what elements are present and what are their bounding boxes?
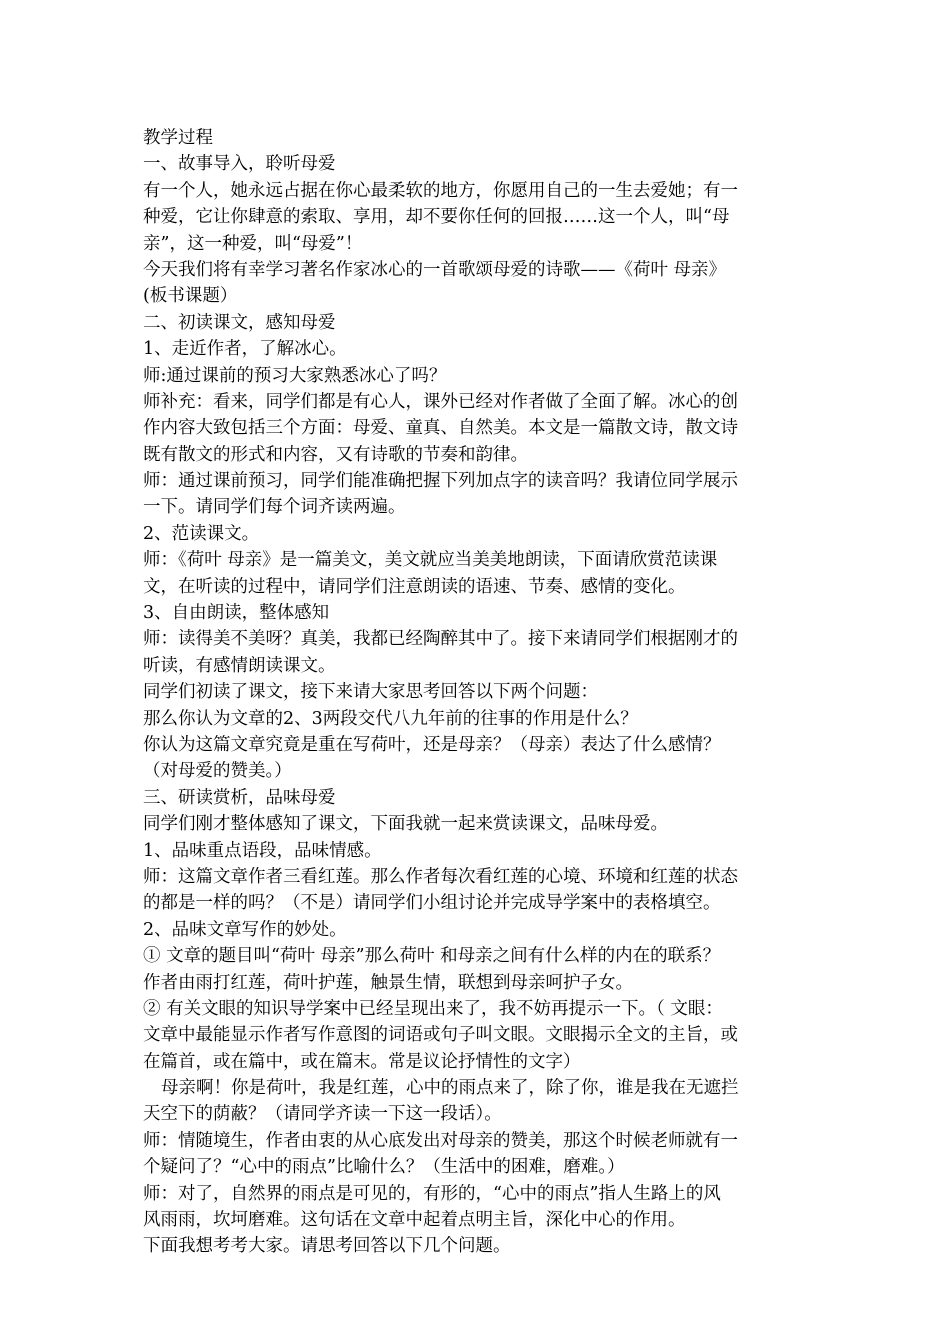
paragraph-line: 师：通过课前预习，同学们能准确把握下列加点字的读音吗？我请位同学展示 — [143, 471, 738, 492]
paragraph-line: 文，在听读的过程中，请同学们注意朗读的语速、节奏、感情的变化。 — [143, 576, 686, 597]
paragraph-line: (板书课题） — [143, 286, 238, 307]
subsection-heading: 2、品味文章写作的妙处。 — [143, 919, 347, 940]
section-heading: 二、初读课文，感知母爱 — [143, 312, 336, 333]
question-line: 你认为这篇文章究竟是重在写荷叶，还是母亲？（母亲）表达了什么感情？ — [143, 734, 721, 755]
section-heading: 一、故事导入，聆听母爱 — [143, 154, 336, 175]
paragraph-line: 听读，有感情朗读课文。 — [143, 655, 336, 676]
paragraph-line: 亲”，这一种爱，叫“母爱”！ — [143, 233, 363, 254]
paragraph-line: 师补充：看来，同学们都是有心人，课外已经对作者做了全面了解。冰心的创 — [143, 391, 738, 412]
question-line: 那么你认为文章的2、3两段交代八九年前的往事的作用是什么？ — [143, 708, 638, 729]
paragraph-line: 个疑问了？“心中的雨点”比喻什么？（生活中的困难，磨难。） — [143, 1157, 625, 1178]
subsection-heading: 1、走近作者，了解冰心。 — [143, 339, 347, 360]
paragraph-line: 既有散文的形式和内容，又有诗歌的节奏和韵律。 — [143, 444, 528, 465]
paragraph-line: 师：《荷叶 母亲》是一篇美文，美文就应当美美地朗读，下面请欣赏范读课 — [143, 550, 718, 571]
paragraph-line: 有一个人，她永远占据在你心最柔软的地方，你愿用自己的一生去爱她；有一 — [143, 180, 738, 201]
paragraph-line: 作者由雨打红莲，荷叶护莲，触景生情，联想到母亲呵护子女。 — [143, 972, 633, 993]
numbered-item: ① 文章的题目叫“荷叶 母亲”那么荷叶 和母亲之间有什么样的内在的联系？ — [143, 946, 721, 967]
paragraph-line: 在篇首，或在篇中，或在篇末。常是议论抒情性的文字） — [143, 1051, 581, 1072]
section-heading: 三、研读赏析，品味母爱 — [143, 787, 336, 808]
section-heading: 教学过程 — [143, 128, 213, 148]
paragraph-line: 师：读得美不美呀？真美，我都已经陶醉其中了。接下来请同学们根据刚才的 — [143, 629, 738, 650]
paragraph-line: 作内容大致包括三个方面：母爱、童真、自然美。本文是一篇散文诗，散文诗 — [143, 418, 738, 439]
numbered-item: ② 有关文眼的知识导学案中已经呈现出来了，我不妨再提示一下。（ 文眼： — [143, 998, 723, 1019]
paragraph-line: 同学们初读了课文，接下来请大家思考回答以下两个问题： — [143, 682, 598, 703]
paragraph-line: 师：对了，自然界的雨点是可见的，有形的，“心中的雨点”指人生路上的风 — [143, 1183, 721, 1204]
paragraph-line: （对母爱的赞美。） — [143, 761, 292, 782]
paragraph-line: 今天我们将有幸学习著名作家冰心的一首歌颂母爱的诗歌——《荷叶 母亲》 — [143, 259, 727, 280]
paragraph-line: 文章中最能显示作者写作意图的词语或句子叫文眼。文眼揭示全文的主旨，或 — [143, 1025, 738, 1046]
subsection-heading: 2、范读课文。 — [143, 523, 260, 544]
quoted-passage: 母亲啊！你是荷叶，我是红莲，心中的雨点来了，除了你，谁是我在无遮拦 — [161, 1078, 739, 1099]
subsection-heading: 1、品味重点语段，品味情感。 — [143, 840, 382, 861]
paragraph-line: 同学们刚才整体感知了课文，下面我就一起来赏读课文，品味母爱。 — [143, 814, 668, 835]
paragraph-line: 下面我想考考大家。请思考回答以下几个问题。 — [143, 1236, 511, 1257]
subsection-heading: 3、自由朗读，整体感知 — [143, 603, 330, 624]
paragraph-line: 师:通过课前的预习大家熟悉冰心了吗？ — [143, 365, 447, 386]
paragraph-line: 种爱，它让你肆意的索取、享用，却不要你任何的回报……这一个人，叫“母 — [143, 207, 730, 228]
paragraph-line: 风雨雨，坎坷磨难。这句话在文章中起着点明主旨，深化中心的作用。 — [143, 1210, 686, 1231]
paragraph-line: 师：这篇文章作者三看红莲。那么作者每次看红莲的心境、环境和红莲的状态 — [143, 866, 738, 887]
paragraph-line: 的都是一样的吗？（不是）请同学们小组讨论并完成导学案中的表格填空。 — [143, 893, 721, 914]
paragraph-line: 师：情随境生，作者由衷的从心底发出对母亲的赞美，那这个时候老师就有一 — [143, 1130, 738, 1151]
document-body — [143, 125, 815, 1260]
paragraph-line: 一下。请同学们每个词齐读两遍。 — [143, 497, 406, 518]
paragraph-line: 天空下的荫蔽？（请同学齐读一下这一段话）。 — [143, 1104, 502, 1125]
